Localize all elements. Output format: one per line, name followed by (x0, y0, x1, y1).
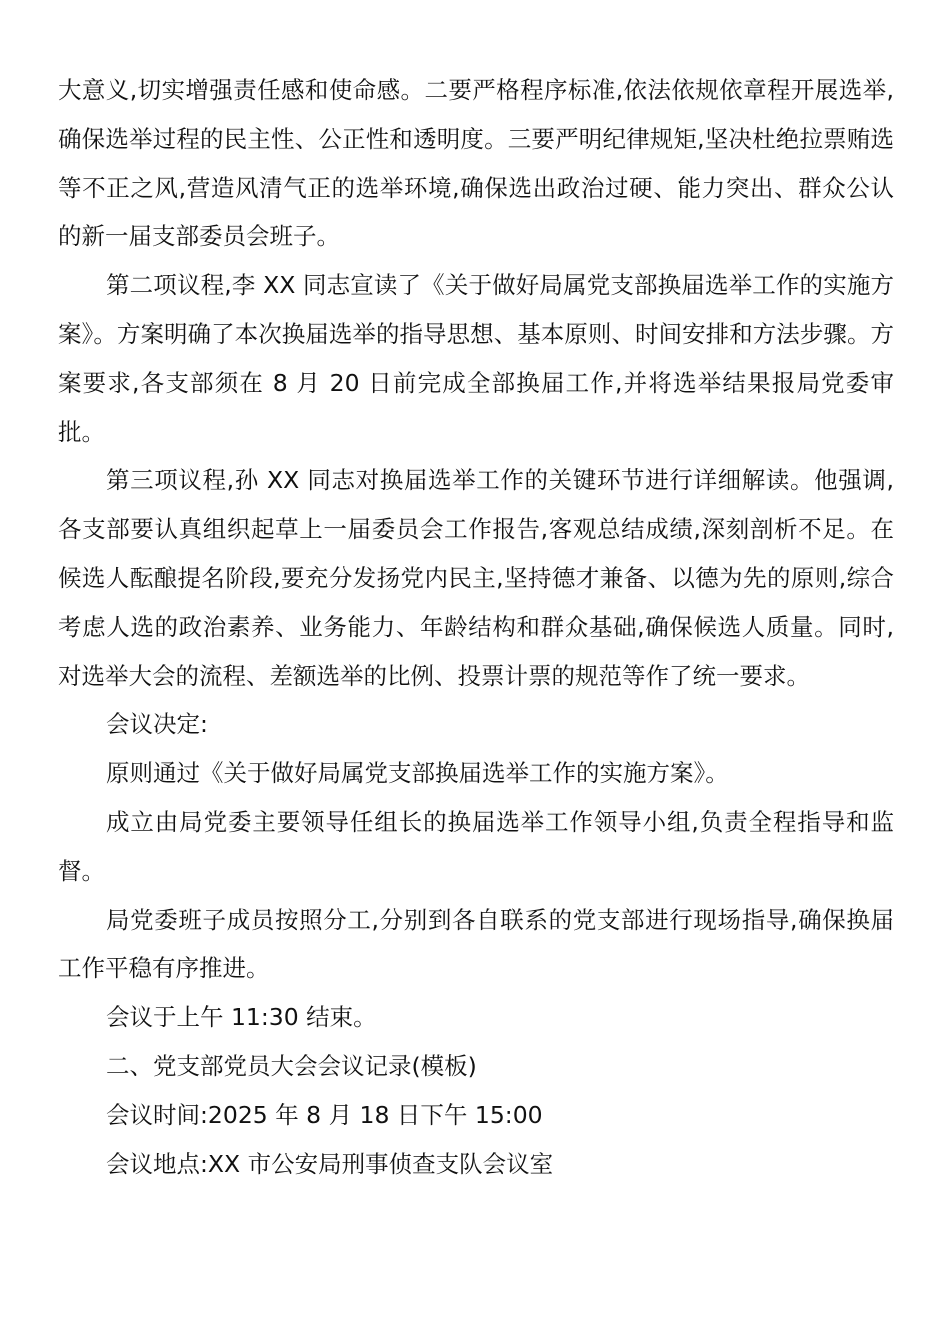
paragraph-decision-2: 成立由局党委主要领导任组长的换届选举工作领导小组,负责全程指导和监督。 (58, 807, 894, 885)
meeting-time-line: 会议时间:2025 年 8 月 18 日下午 15:00 (106, 1100, 543, 1129)
paragraph-meeting-end: 会议于上午 11:30 结束。 (106, 1003, 377, 1032)
paragraph-continuation: 大意义,切实增强责任感和使命感。二要严格程序标准,依法依规依章程开展选举,确保选举过程的民主性、公正性和透明度。三要严明纪律规矩,坚决杜绝拉票贿选等不正之风,营造风清气正的选举环境,确保选出政治过硬、能力突出、群众公认的新一届支部委员会班子。 (58, 76, 894, 251)
paragraph-decision-3: 局党委班子成员按照分工,分别到各自联系的党支部进行现场指导,确保换届工作平稳有序推进。 (58, 905, 894, 983)
paragraph-decisions-heading: 会议决定: (106, 710, 208, 739)
document-page (58, 66, 894, 1188)
paragraph-agenda-item-3: 第三项议程,孙 XX 同志对换届选举工作的关键环节进行详细解读。他强调,各支部要认真组织起草上一届委员会工作报告,客观总结成绩,深刻剖析不足。在候选人酝酿提名阶段,要充分发扬党内民主,坚持德才兼备、以德为先的原则,综合考虑人选的政治素养、业务能力、年龄结构和群众基础,确保候选人质量。同时,对选举大会的流程、差额选举的比例、投票计票的规范等作了统一要求。 (58, 466, 894, 690)
paragraph-agenda-item-2: 第二项议程,李 XX 同志宣读了《关于做好局属党支部换届选举工作的实施方案》。方案明确了本次换届选举的指导思想、基本原则、时间安排和方法步骤。方案要求,各支部须在 8 月 20 日前完成全部换届工作,并将选举结果报局党委审批。 (58, 271, 894, 446)
meeting-location-line: 会议地点:XX 市公安局刑事侦查支队会议室 (106, 1149, 554, 1178)
section-heading-template: 二、党支部党员大会会议记录(模板) (106, 1051, 477, 1080)
paragraph-decision-1: 原则通过《关于做好局属党支部换届选举工作的实施方案》。 (106, 759, 729, 788)
